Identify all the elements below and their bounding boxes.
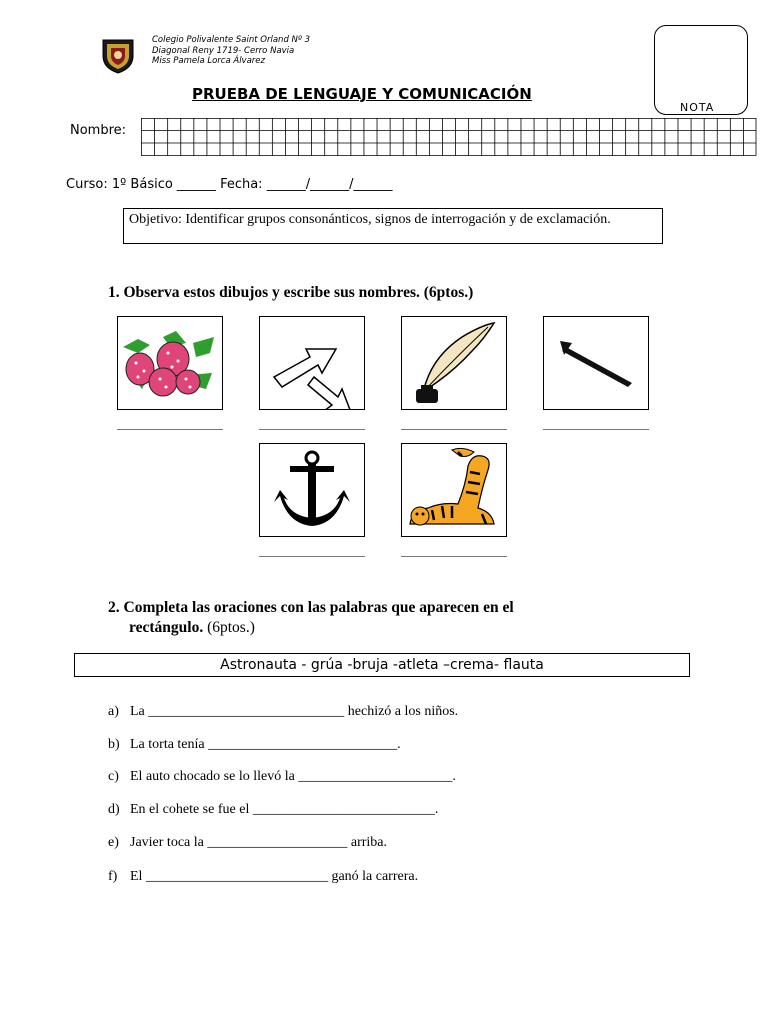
arrows-icon — [260, 317, 364, 409]
answer-line-1[interactable] — [117, 429, 223, 430]
sentence-a[interactable] — [108, 704, 458, 720]
picture-quill — [401, 316, 507, 410]
sentence-text: La torta tenía ___________________________. — [130, 737, 401, 752]
answer-line-6[interactable] — [401, 556, 507, 557]
sentence-text: La ____________________________ hechizó a los niños. — [130, 704, 459, 719]
question-2-text-line1: Completa las oraciones con las palabras que aparecen en el — [123, 599, 514, 616]
picture-strawberries — [117, 316, 223, 410]
question-2-points: (6ptos.) — [203, 619, 255, 636]
sentence-text: El auto chocado se lo llevó la ______________________. — [130, 769, 456, 784]
question-1-title — [108, 284, 473, 302]
school-address: Diagonal Reny 1719- Cerro Navia — [152, 45, 295, 56]
answer-line-3[interactable] — [401, 429, 507, 430]
sentence-text: En el cohete se fue el __________________________. — [130, 802, 439, 817]
sentence-letter: b) — [108, 737, 120, 752]
picture-arrows — [259, 316, 365, 410]
sentence-c[interactable] — [108, 769, 456, 785]
sentence-text: Javier toca la ____________________ arriba. — [130, 835, 387, 850]
sentence-letter: f) — [108, 869, 118, 884]
sentence-letter: d) — [108, 802, 120, 817]
question-2-text-line2: rectángulo. — [129, 619, 204, 636]
quill-ink-icon — [402, 317, 506, 409]
picture-nail — [543, 316, 649, 410]
name-label: Nombre: — [70, 123, 127, 138]
sentence-f[interactable] — [108, 869, 418, 885]
sentence-b[interactable] — [108, 737, 401, 753]
sentence-letter: a) — [108, 704, 119, 719]
sentence-d[interactable] — [108, 802, 438, 818]
sentence-letter: c) — [108, 769, 119, 784]
teacher-name: Miss Pamela Lorca Álvarez — [152, 56, 265, 66]
objective-box: Objetivo: Identificar grupos consonánticos, signos de interrogación y de exclamación. — [123, 208, 663, 244]
word-bank-box: Astronauta - grúa -bruja -atleta –crema- flauta — [74, 653, 690, 677]
school-info — [152, 35, 310, 67]
picture-tiger — [401, 443, 507, 537]
school-name: Colegio Polivalente Saint Orland Nº 3 — [152, 35, 311, 45]
grade-label: NOTA — [680, 101, 715, 114]
sentence-text: El __________________________ ganó la carrera. — [130, 869, 419, 884]
question-1-number: 1. — [108, 284, 120, 301]
sentence-e[interactable] — [108, 835, 387, 851]
strawberries-icon — [118, 317, 222, 409]
answer-line-4[interactable] — [543, 429, 649, 430]
picture-anchor — [259, 443, 365, 537]
anchor-icon — [260, 444, 364, 536]
sentence-letter: e) — [108, 835, 119, 850]
tiger-icon — [402, 444, 506, 536]
answer-line-5[interactable] — [259, 556, 365, 557]
course-date-line: Curso: 1º Básico ______ Fecha: ______/______/______ — [66, 177, 393, 192]
page-title: PRUEBA DE LENGUAJE Y COMUNICACIÓN — [192, 85, 532, 103]
question-1-text: Observa estos dibujos y escribe sus nombres. (6ptos.) — [123, 284, 474, 301]
name-grid-field[interactable] — [141, 118, 757, 156]
question-2-title — [108, 598, 514, 638]
answer-line-2[interactable] — [259, 429, 365, 430]
nail-icon — [544, 317, 648, 409]
school-crest-icon — [100, 36, 136, 74]
question-2-number: 2. — [108, 599, 120, 616]
